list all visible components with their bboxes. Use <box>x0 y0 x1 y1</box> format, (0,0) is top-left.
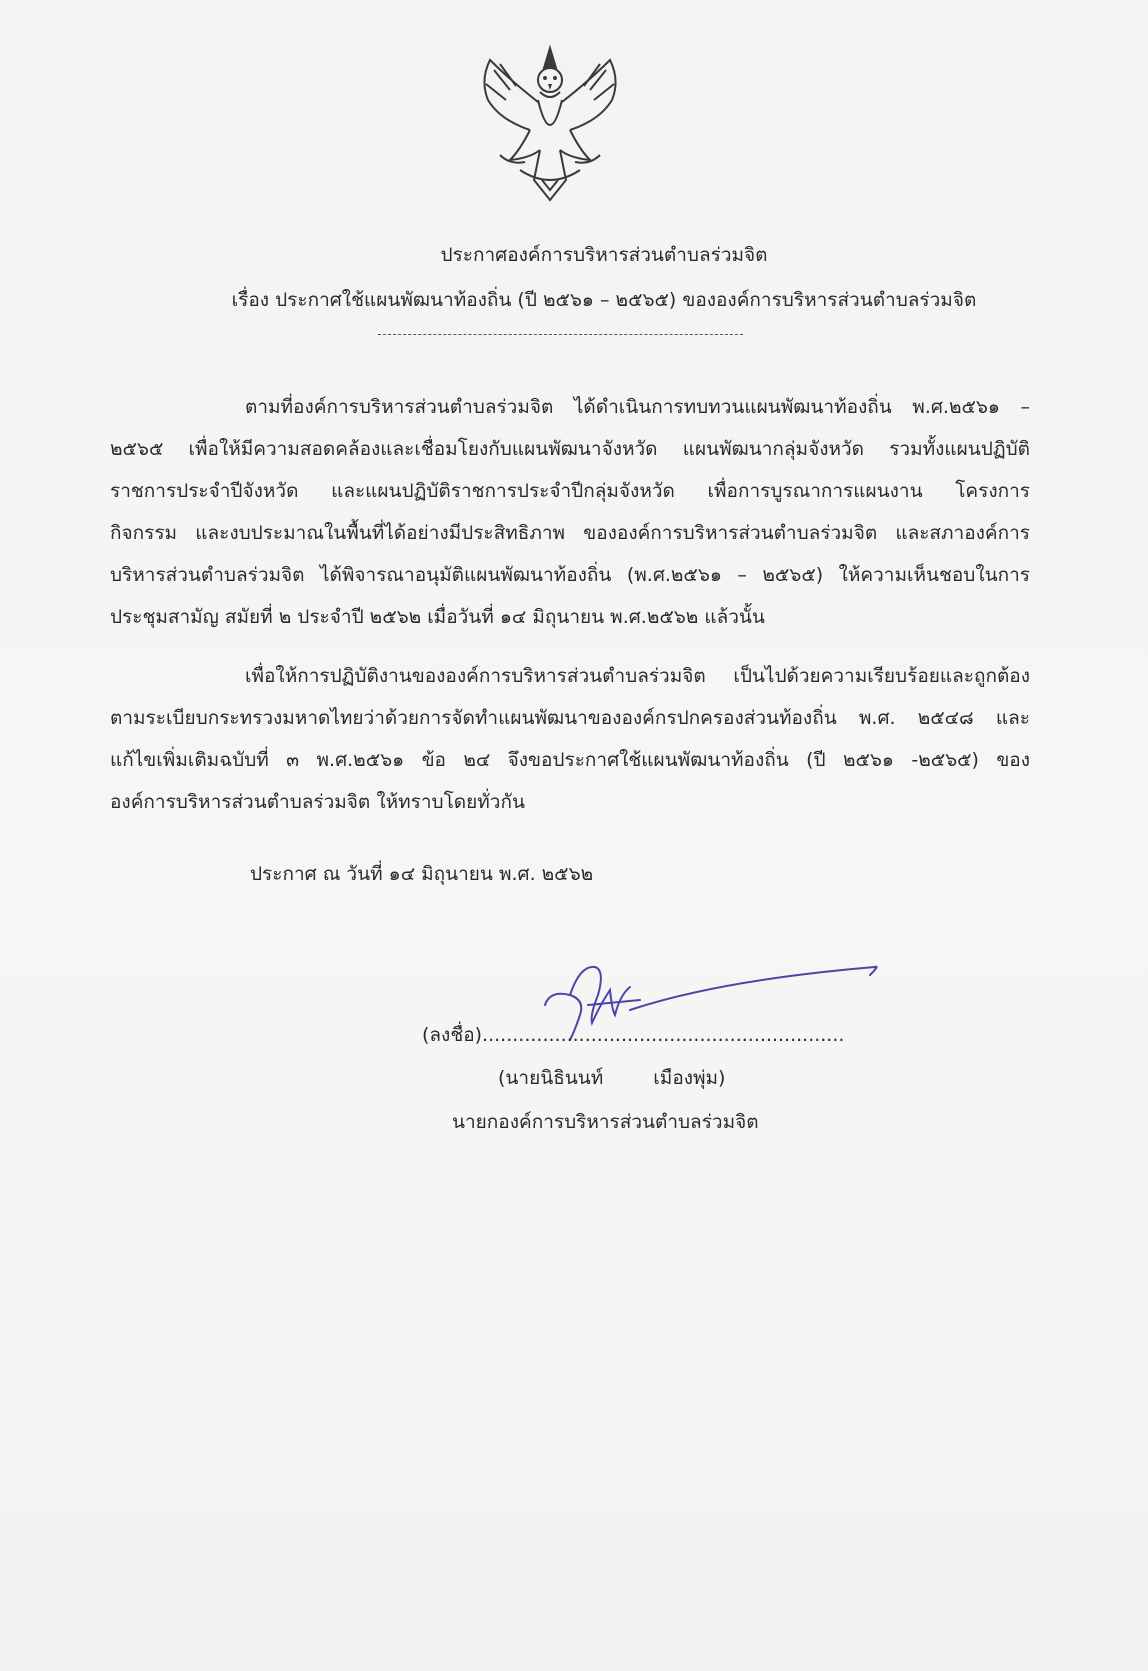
paragraph-line: เพื่อให้การปฏิบัติงานขององค์การบริหารส่วนตำบลร่วมจิต เป็นไปด้วยความเรียบร้อยและถูกต้อง <box>245 665 1030 687</box>
paragraph-line: ประชุมสามัญ สมัยที่ ๒ ประจำปี ๒๕๖๒ เมื่อวันที่ ๑๔ มิถุนายน พ.ศ.๒๕๖๒ แล้วนั้น <box>110 606 765 628</box>
dashed-divider <box>378 334 743 335</box>
signer-position: นายกองค์การบริหารส่วนตำบลร่วมจิต <box>452 1111 759 1133</box>
paragraph-line: บริหารส่วนตำบลร่วมจิต ได้พิจารณาอนุมัติแผนพัฒนาท้องถิ่น (พ.ศ.๒๕๖๑ – ๒๕๖๕) ให้ความเห็นชอบในการ <box>110 564 1030 586</box>
paragraph-line: ๒๕๖๕ เพื่อให้มีความสอดคล้องและเชื่อมโยงกับแผนพัฒนาจังหวัด แผนพัฒนากลุ่มจังหวัด รวมทั้งแผนปฏิบัติ <box>110 438 1030 460</box>
paragraph-line: ตามระเบียบกระทรวงมหาดไทยว่าด้วยการจัดทำแผนพัฒนาขององค์กรปกครองส่วนท้องถิ่น พ.ศ. ๒๕๔๘ และ <box>110 707 1030 729</box>
signer-name <box>498 1063 725 1093</box>
paragraph-line: องค์การบริหารส่วนตำบลร่วมจิต ให้ทราบโดยทั่วกัน <box>110 791 525 813</box>
paragraph-line: ราชการประจำปีจังหวัด และแผนปฏิบัติราชการประจำปีกลุ่มจังหวัด เพื่อการบูรณาการแผนงาน โครงการ <box>110 480 1030 502</box>
paragraph-line: ตามที่องค์การบริหารส่วนตำบลร่วมจิต ได้ดำเนินการทบทวนแผนพัฒนาท้องถิ่น พ.ศ.๒๕๖๑ – <box>245 396 1030 418</box>
signature-line: (ลงชื่อ)............................................................ <box>422 1024 845 1046</box>
garuda-emblem-icon <box>470 40 630 210</box>
paragraph-line: แก้ไขเพิ่มเติมฉบับที่ ๓ พ.ศ.๒๕๖๑ ข้อ ๒๔ จึงขอประกาศใช้แผนพัฒนาท้องถิ่น (ปี ๒๕๖๑ -๒๕๖๕) ของ <box>110 749 1030 771</box>
announce-date: ประกาศ ณ วันที่ ๑๔ มิถุนายน พ.ศ. ๒๕๖๒ <box>250 863 594 885</box>
announcement-title: ประกาศองค์การบริหารส่วนตำบลร่วมจิต <box>440 244 768 266</box>
subject-line: เรื่อง ประกาศใช้แผนพัฒนาท้องถิ่น (ปี ๒๕๖๑ – ๒๕๖๕) ขององค์การบริหารส่วนตำบลร่วมจิต <box>231 289 977 311</box>
signer-first-name: (นายนิธินนท์ <box>498 1067 604 1089</box>
signer-last-name: เมืองพุ่ม) <box>653 1067 726 1089</box>
paragraph-line: กิจกรรม และงบประมาณในพื้นที่ได้อย่างมีประสิทธิภาพ ขององค์การบริหารส่วนตำบลร่วมจิต และสภาองค์การ <box>110 522 1030 544</box>
body-paragraph-2 <box>110 655 1030 823</box>
body-paragraph-1 <box>110 386 1030 638</box>
